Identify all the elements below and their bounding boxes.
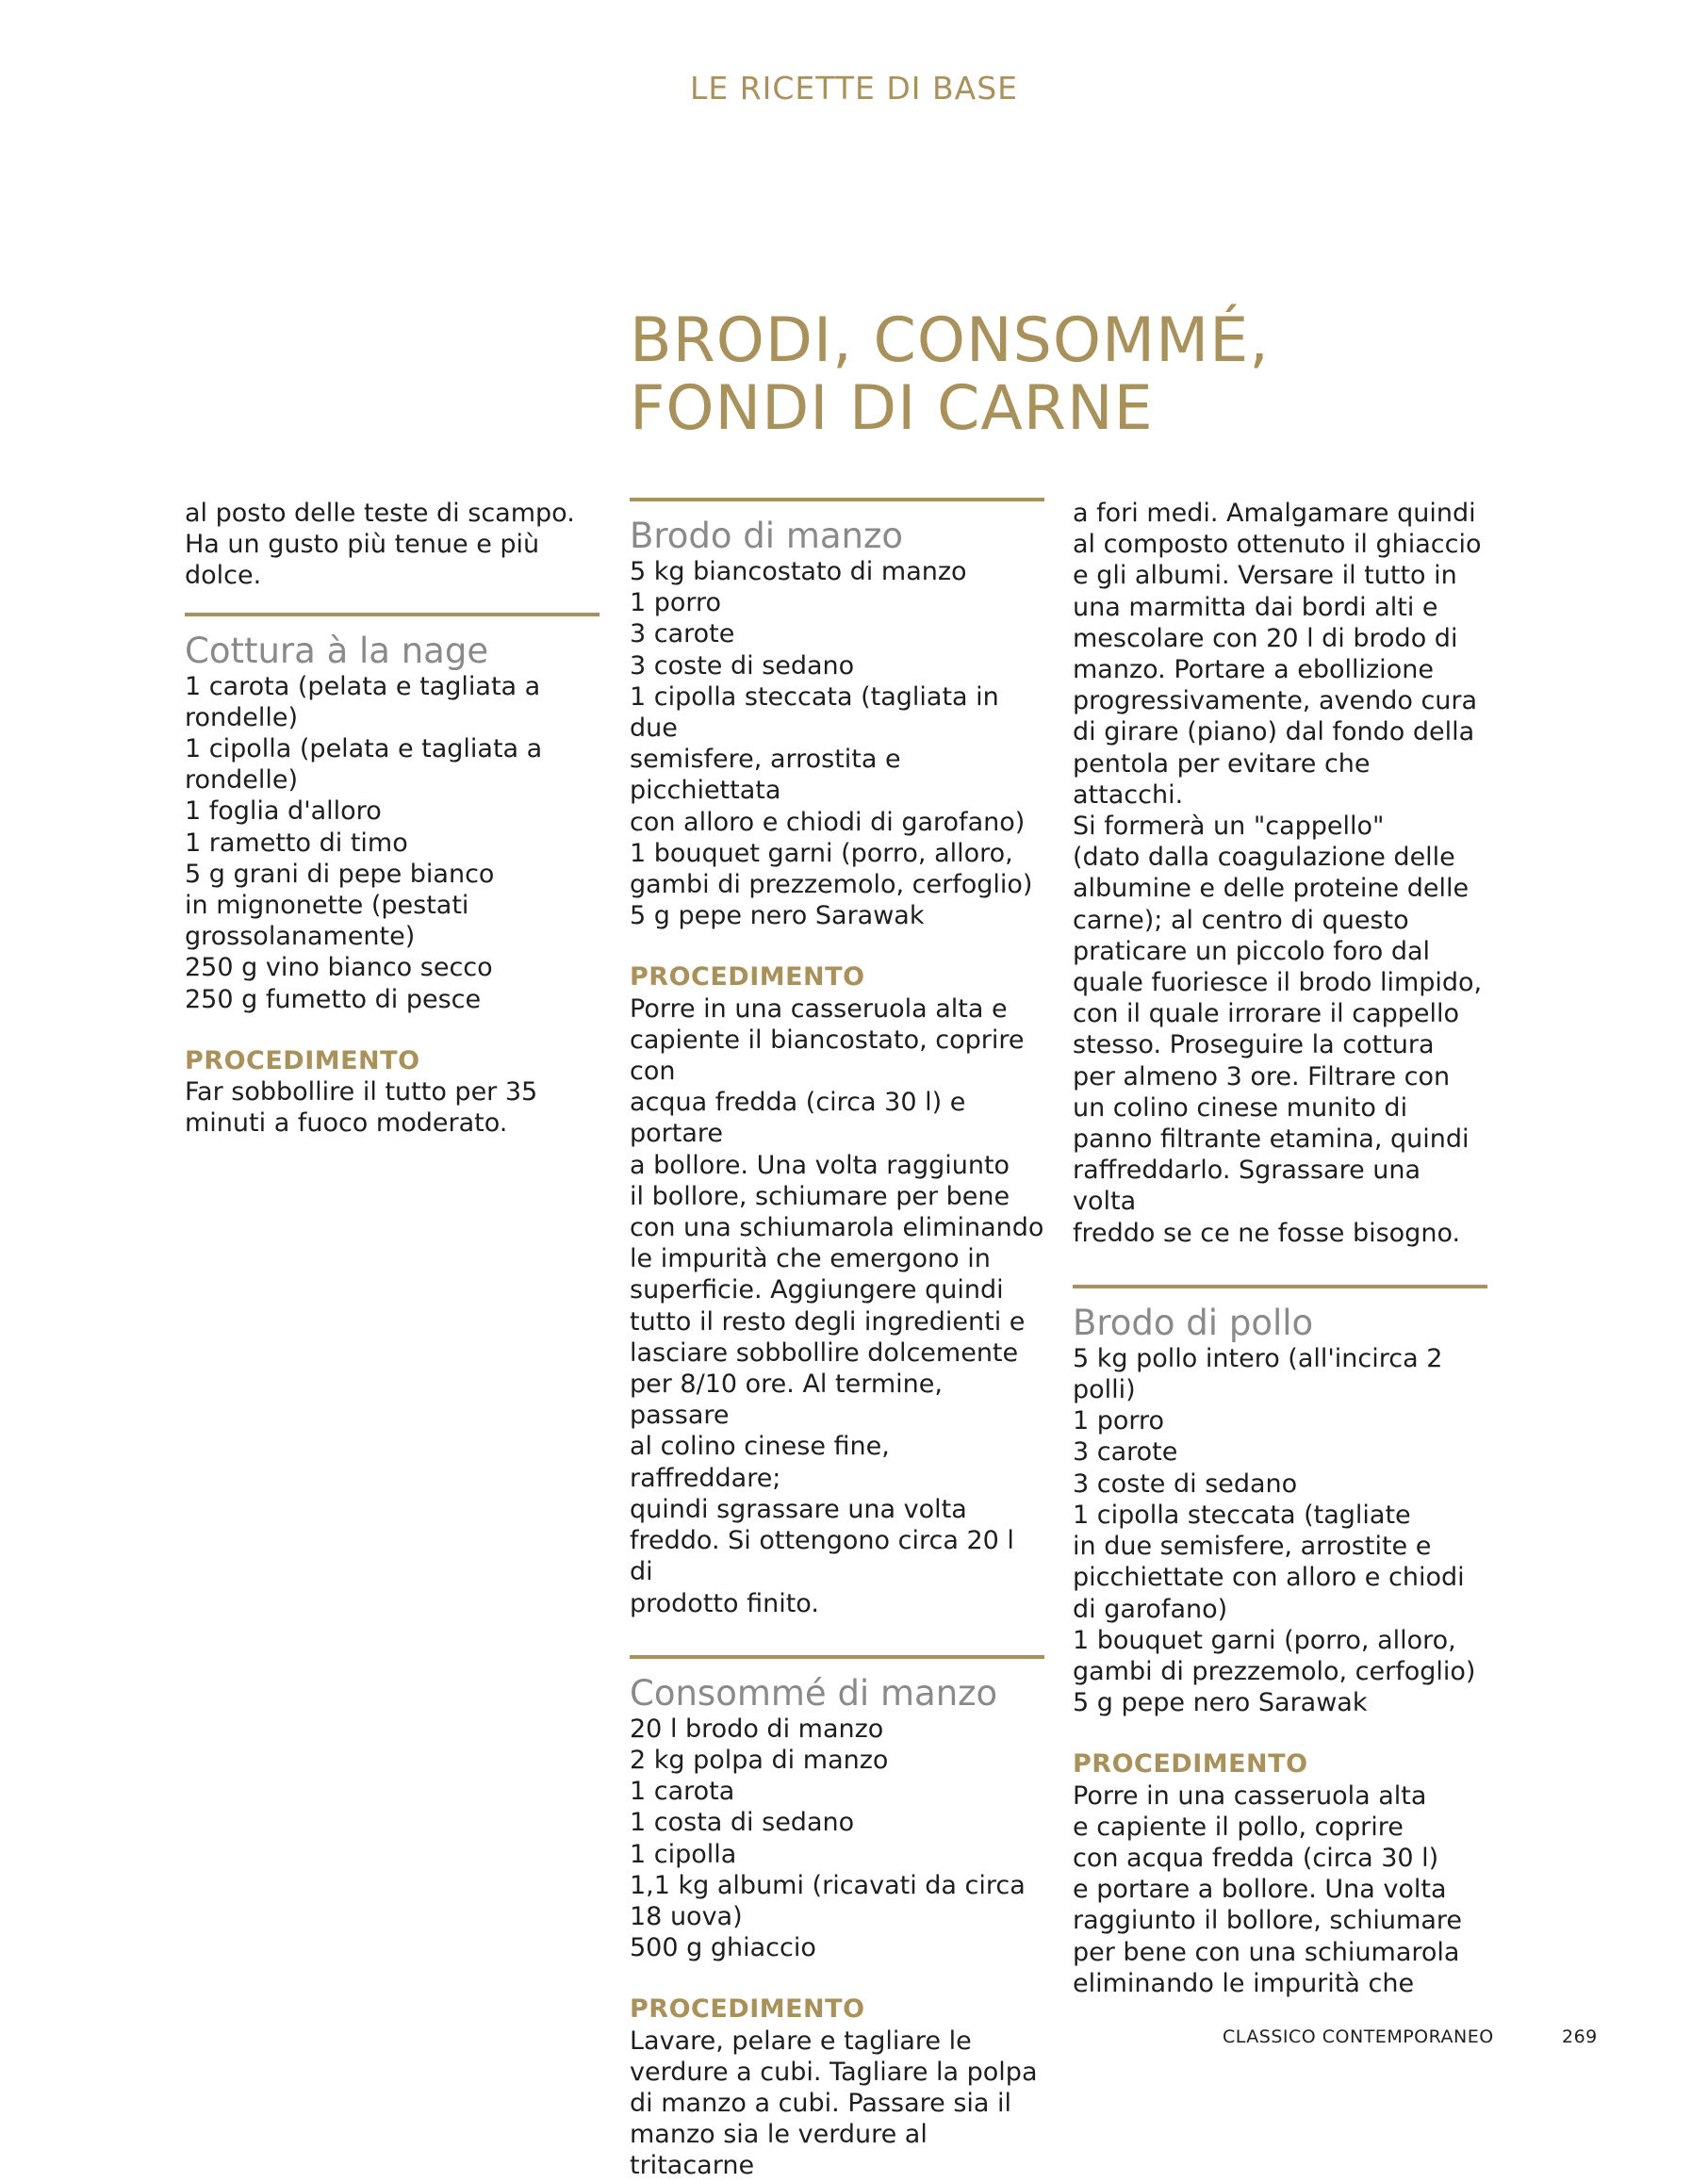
footer-book-title: CLASSICO CONTEMPORANEO [1223, 2026, 1494, 2047]
text-line: albumine e delle proteine delle [1073, 874, 1470, 904]
recipe-title-cottura-a-la-nage: Cottura à la nage [185, 630, 489, 671]
text-line: 1 bouquet garni (porro, alloro, [630, 838, 1013, 868]
text-line: polli) [1073, 1375, 1136, 1405]
text-line: 1 bouquet garni (porro, alloro, [1073, 1625, 1456, 1655]
text-line: un colino cinese munito di [1073, 1092, 1408, 1123]
text-line: dolce. [185, 561, 262, 591]
text-line: gambi di prezzemolo, cerfoglio) [1073, 1656, 1476, 1686]
text-line: minuti a fuoco moderato. [185, 1108, 508, 1139]
procedure-text [1073, 1780, 1487, 1999]
text-line: Si formerà un "cappello" [1073, 812, 1385, 842]
text-line: gambi di prezzemolo, cerfoglio) [630, 870, 1033, 900]
text-line: al colino cinese fine, raffreddare; [630, 1432, 890, 1493]
text-line: rondelle) [185, 765, 299, 796]
text-line: a fori medi. Amalgamare quindi [1073, 499, 1476, 528]
ingredient-list [185, 671, 599, 1015]
procedure-label: PROCEDIMENTO [185, 1045, 420, 1075]
recipe-title-brodo-di-pollo: Brodo di pollo [1073, 1302, 1314, 1343]
text-line: 1,1 kg albumi (ricavati da circa [630, 1870, 1026, 1900]
ingredient-list [1073, 1343, 1487, 1718]
text-line: Porre in una casseruola alta [1073, 1780, 1427, 1811]
text-line: al posto delle teste di scampo. [185, 499, 575, 528]
text-line: mescolare con 20 l di brodo di [1073, 623, 1458, 653]
text-line: e gli albumi. Versare il tutto in [1073, 561, 1457, 591]
text-line: lasciare sobbollire dolcemente [630, 1337, 1019, 1368]
text-line: a bollore. Una volta raggiunto [630, 1150, 1010, 1180]
text-line: le impurità che emergono in [630, 1244, 991, 1274]
text-line: 1 porro [1073, 1406, 1165, 1436]
page-title-line2: FONDI DI CARNE [630, 373, 1154, 444]
recipe-title-consomme-di-manzo: Consommé di manzo [630, 1672, 998, 1714]
text-line: per almeno 3 ore. Filtrare con [1073, 1061, 1451, 1091]
recipe-title-brodo-di-manzo: Brodo di manzo [630, 516, 904, 556]
text-line: prodotto finito. [630, 1588, 819, 1618]
running-header: LE RICETTE DI BASE [690, 70, 1018, 107]
text-line: tutto il resto degli ingredienti e [630, 1306, 1026, 1337]
text-line: capiente il biancostato, coprire con [630, 1025, 1025, 1087]
text-line: panno filtrante etamina, quindi [1073, 1124, 1470, 1155]
text-line: manzo. Portare a ebollizione [1073, 655, 1434, 685]
text-line: 250 g vino bianco secco [185, 953, 493, 983]
text-line: 5 g pepe nero Sarawak [1073, 1688, 1368, 1718]
text-line: 1 cipolla (pelata e tagliata a [185, 734, 543, 764]
text-line: raggiunto il bollore, schiumare [1073, 1906, 1462, 1936]
text-line: in due semisfere, arrostite e [1073, 1532, 1432, 1562]
text-line: 1 foglia d'alloro [185, 796, 382, 827]
text-line: raffreddarlo. Sgrassare una volta [1073, 1156, 1421, 1217]
procedure-label: PROCEDIMENTO [1073, 1749, 1308, 1780]
text-line: 1 costa di sedano [630, 1808, 855, 1838]
continuation-text [185, 498, 599, 592]
text-line: freddo. Si ottengono circa 20 l di [630, 1526, 1014, 1587]
text-line: 250 g fumetto di pesce [185, 984, 482, 1014]
column-3 [1073, 498, 1487, 1999]
text-line: quindi sgrassare una volta [630, 1494, 967, 1524]
text-line: 1 cipolla steccata (tagliata in due [630, 681, 999, 744]
text-line: di garofano) [1073, 1594, 1228, 1624]
text-line: 3 coste di sedano [630, 650, 855, 681]
ingredient-list [630, 1714, 1044, 1964]
text-line: 5 g grani di pepe bianco [185, 859, 495, 889]
text-line: il bollore, schiumare per bene [630, 1181, 1010, 1211]
text-line: 1 carota (pelata e tagliata a [185, 671, 541, 701]
text-line: al composto ottenuto il ghiaccio [1073, 530, 1482, 560]
text-line: una marmitta dai bordi alti e [1073, 592, 1438, 622]
text-line: con acqua fredda (circa 30 l) [1073, 1843, 1439, 1873]
text-line: carne); al centro di questo [1073, 905, 1409, 935]
page-number: 269 [1562, 2026, 1598, 2047]
text-line: Lavare, pelare e tagliare le [630, 2026, 972, 2056]
text-line: di girare (piano) dal fondo della [1073, 717, 1475, 747]
ingredient-list [630, 556, 1044, 931]
text-line: 5 kg pollo intero (all'incirca 2 [1073, 1343, 1443, 1373]
procedure-text [630, 993, 1044, 1619]
text-line: per 8/10 ore. Al termine, passare [630, 1370, 943, 1431]
text-line: con alloro e chiodi di garofano) [630, 807, 1026, 837]
text-line: verdure a cubi. Tagliare la polpa [630, 2057, 1038, 2087]
text-line: Porre in una casseruola alta e [630, 993, 1008, 1024]
column-2 [630, 498, 1044, 2182]
text-line: grossolanamente) [185, 922, 416, 952]
page-title-line1: BRODI, CONSOMMÉ, [630, 305, 1270, 376]
text-line: manzo sia le verdure al tritacarne [630, 2120, 928, 2181]
text-line: 5 g pepe nero Sarawak [630, 901, 925, 931]
procedure-text [185, 1076, 599, 1139]
text-line: 3 coste di sedano [1073, 1468, 1298, 1499]
text-line: pentola per evitare che attacchi. [1073, 748, 1371, 810]
text-line: 3 carote [1073, 1437, 1178, 1468]
column-1 [185, 498, 599, 1139]
text-line: praticare un piccolo foro dal [1073, 936, 1431, 966]
continuation-text [1073, 498, 1487, 1249]
text-line: 2 kg polpa di manzo [630, 1745, 889, 1775]
text-line: Ha un gusto più tenue e più [185, 530, 540, 560]
text-line: 1 porro [630, 588, 722, 618]
text-line: 1 cipolla [630, 1839, 737, 1869]
procedure-label: PROCEDIMENTO [630, 1994, 865, 2025]
text-line: per bene con una schiumarola [1073, 1937, 1460, 1967]
text-line: 3 carote [630, 619, 735, 649]
text-line: freddo se ce ne fosse bisogno. [1073, 1218, 1461, 1248]
procedure-label: PROCEDIMENTO [630, 962, 865, 993]
text-line: eliminando le impurità che [1073, 1968, 1415, 1998]
text-line: 1 cipolla steccata (tagliate [1073, 1500, 1411, 1530]
text-line: e capiente il pollo, coprire [1073, 1812, 1404, 1842]
text-line: stesso. Proseguire la cottura [1073, 1030, 1435, 1060]
text-line: picchiettate con alloro e chiodi [1073, 1563, 1465, 1593]
text-line: in mignonette (pestati [185, 891, 469, 921]
text-line: 1 carota [630, 1777, 735, 1807]
text-line: quale fuoriesce il brodo limpido, [1073, 968, 1483, 998]
text-line: (dato dalla coagulazione delle [1073, 843, 1455, 873]
text-line: semisfere, arrostita e picchiettata [630, 745, 901, 806]
text-line: 18 uova) [630, 1901, 743, 1931]
text-line: 1 rametto di timo [185, 828, 408, 858]
text-line: superficie. Aggiungere quindi [630, 1275, 1004, 1305]
page-title [630, 307, 1289, 443]
text-line: e portare a bollore. Una volta [1073, 1875, 1447, 1905]
text-line: con il quale irrorare il cappello [1073, 999, 1460, 1029]
text-line: 5 kg biancostato di manzo [630, 557, 967, 586]
text-line: progressivamente, avendo cura [1073, 686, 1478, 716]
text-line: con una schiumarola eliminando [630, 1213, 1044, 1243]
text-line: 20 l brodo di manzo [630, 1714, 884, 1744]
text-line: di manzo a cubi. Passare sia il [630, 2088, 1012, 2118]
text-line: Far sobbollire il tutto per 35 [185, 1077, 538, 1107]
text-line: rondelle) [185, 702, 299, 732]
procedure-text [630, 2026, 1044, 2182]
text-line: acqua fredda (circa 30 l) e portare [630, 1088, 966, 1149]
text-line: 500 g ghiaccio [630, 1933, 816, 1963]
